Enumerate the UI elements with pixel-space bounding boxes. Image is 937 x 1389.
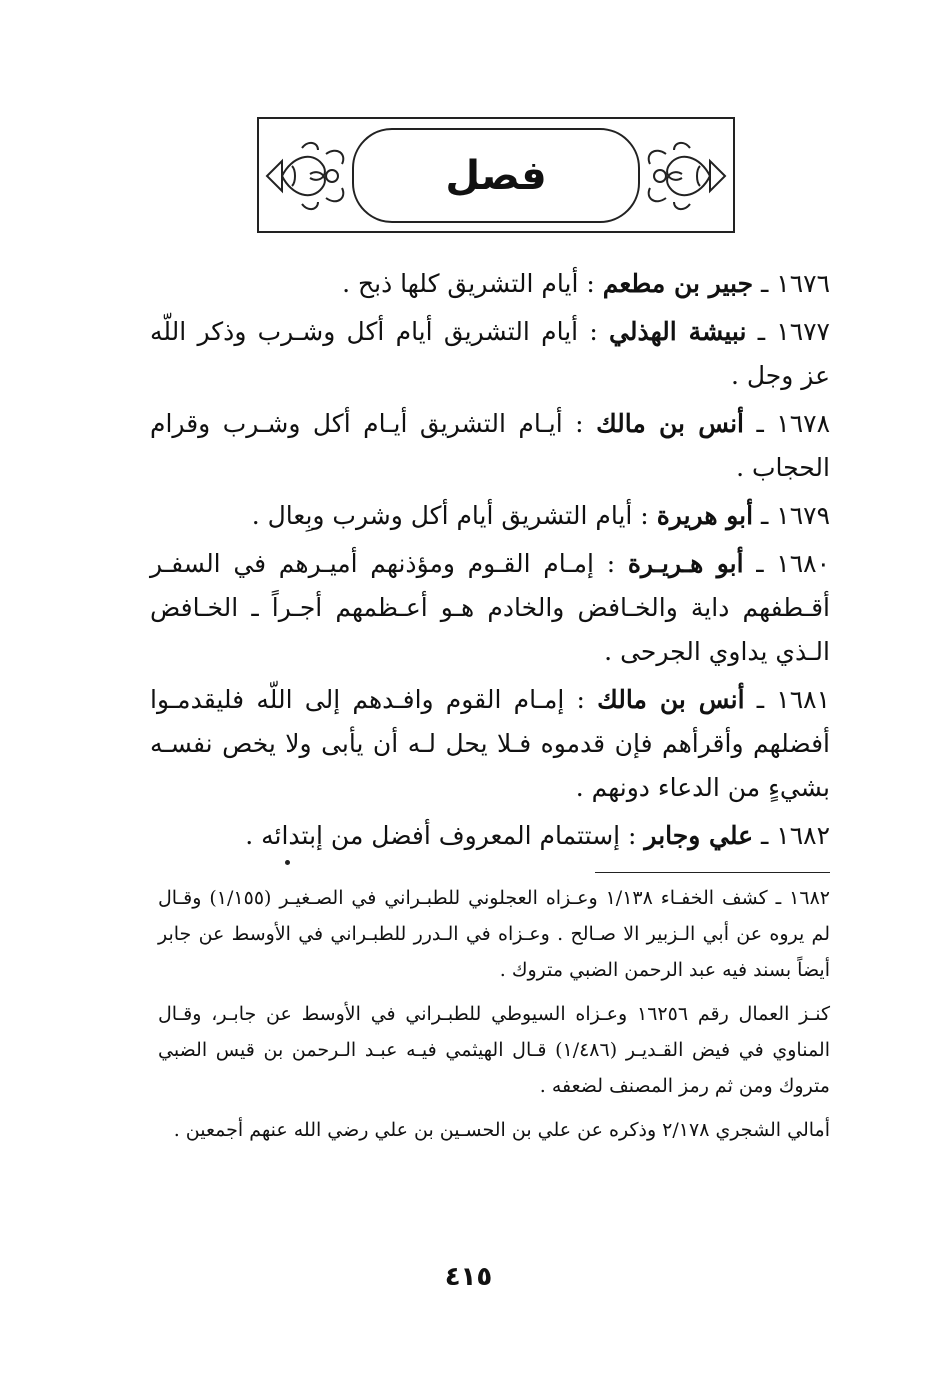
hadith-entry — [150, 678, 830, 810]
entry-number: ١٦٧٧ ـ — [757, 317, 830, 346]
narrator-name: جبير بن مطعم — [602, 269, 754, 298]
entry-text: : أيام التشريق كلها ذبح . — [342, 269, 603, 298]
hadith-entry — [150, 542, 830, 674]
footnote-paragraph: ١٦٨٢ ـ كشف الخفـاء ١/١٣٨ وعـزاه العجلوني للطبـراني في الصـغيـر (١/١٥٥) وقـال لم يروه عن أبي الـزبير الا صـالح . وعـزاه في الـدرر للطبـراني في الأوسط عن جابر أيضاً بسند فيه عبد الرحمن الضبي متروك . — [158, 887, 830, 981]
narrator-name: أنس بن مالك — [597, 685, 745, 714]
footnotes — [158, 880, 830, 1156]
entry-number: ١٦٨٢ ـ — [761, 821, 830, 850]
narrator-name: نبيشة الهذلي — [609, 317, 747, 346]
entry-number: ١٦٨١ ـ — [756, 685, 830, 714]
entry-text: : أيام التشريق أيام أكل وشـرب وذكر اللّه عز وجل . — [150, 317, 830, 390]
section-title: فصل — [445, 152, 547, 199]
main-text — [150, 262, 830, 862]
entry-text: : أيـام التشريق أيـام أكل وشـرب وقرام الحجاب . — [150, 409, 830, 482]
right-ornament-icon — [640, 136, 730, 216]
left-ornament-icon — [262, 136, 352, 216]
entry-text: : أيام التشريق أيام أكل وشرب وبِعال . — [251, 501, 657, 530]
page-number: ٤١٥ — [444, 1262, 493, 1292]
narrator-name: أبو هريرة — [656, 501, 754, 530]
hadith-entry — [150, 262, 830, 306]
footnote-paragraph: كنـز العمال رقم ١٦٢٥٦ وعـزاه السيوطي للطبـراني في الأوسط عن جابـر، وقـال المناوي في فيض القـديـر (١/٤٨٦) قـال الهيثمي فيـه عبـد الـرحمن بن قيس الضبي متروك ومن ثم رمز المصنف لضعفه . — [158, 1003, 831, 1097]
hadith-entry — [150, 310, 830, 398]
footnote-paragraph: أمالي الشجري ٢/١٧٨ وذكره عن علي بن الحسـين بن علي رضي الله عنهم أجمعين . — [173, 1119, 830, 1141]
entry-number: ١٦٧٨ ـ — [756, 409, 830, 438]
entry-number: ١٦٧٦ ـ — [761, 269, 830, 298]
stray-dot — [285, 860, 290, 865]
entry-number: ١٦٨٠ ـ — [756, 549, 830, 578]
footnote-divider — [595, 872, 830, 873]
entry-text: : إستتمام المعروف أفضل من إبتدائه . — [245, 821, 645, 850]
narrator-name: أبو هـريـرة — [627, 549, 744, 578]
narrator-name: أنس بن مالك — [596, 409, 744, 438]
header-cartouche — [352, 128, 640, 223]
hadith-entry — [150, 814, 830, 858]
hadith-entry — [150, 402, 830, 490]
entry-text: : إمـام القـوم ومؤذنهم أميـرهم في السفـر أقـطفهم داية والخـافض والخادم هـو أعـظمهم أجـراً ـ الخـافض الـذي يداوي الجرحى . — [150, 549, 830, 666]
entry-text: : إمـام القوم وافـدهم إلى اللّه فليقدمـوا أفضلهم وأقرأهم فإن قدموه فـلا يحل لـه أن يأبى ولا يخص نفسـه بشيءٍ من الدعاء دونهم . — [150, 685, 830, 802]
hadith-entry — [150, 494, 830, 538]
entry-number: ١٦٧٩ ـ — [761, 501, 830, 530]
narrator-name: علي وجابر — [644, 821, 754, 850]
